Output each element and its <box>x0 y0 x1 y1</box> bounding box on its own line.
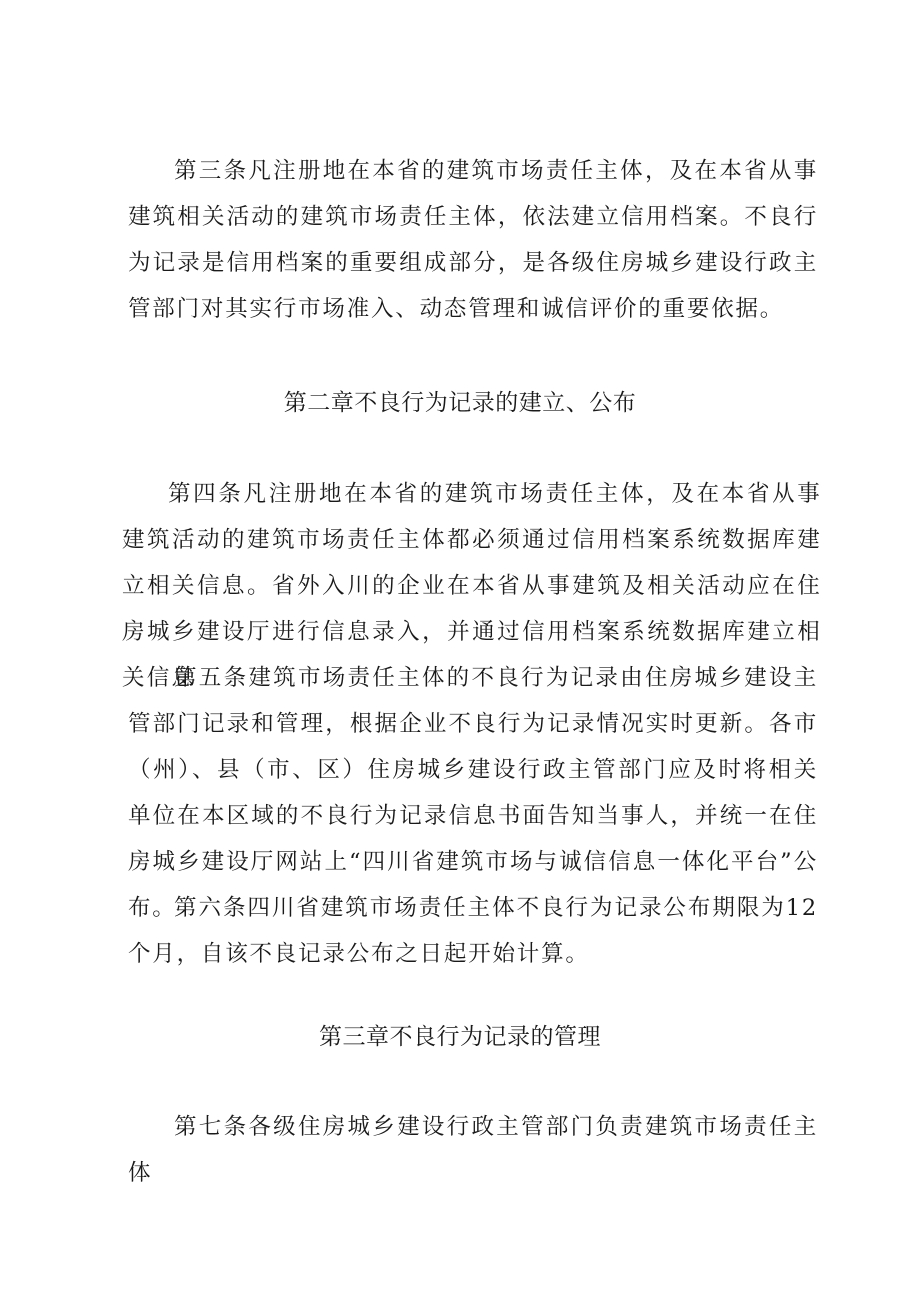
article-5-paragraph: 第五条建筑市场责任主体的不良行为记录由住房城乡建设主管部门记录和管理，根据企业不良行为记录情况实时更新。各市（州）、县（市、区）住房城乡建设行政主管部门应及时将相关单位在本区域的不良行为记录信息书面告知当事人，并统一在住房城乡建设厅网站上“四川省建筑市场与诚信信息一体化平台”公布。 <box>128 665 818 921</box>
article-6-paragraph: 第六条四川省建筑市场责任主体不良行为记录公布期限为12个月，自该不良记录公布之日起开始计算。 <box>128 895 818 967</box>
chapter-2-heading: 第二章不良行为记录的建立、公布 <box>283 390 637 416</box>
article-4-paragraph: 第四条凡注册地在本省的建筑市场责任主体，及在本省从事建筑活动的建筑市场责任主体都必须通过信用档案系统数据库建立相关信息。省外入川的企业在本省从事建筑及相关活动应在住房城乡建设厅进行信息录入，并通过信用档案系统数据库建立相关信息 <box>122 481 822 691</box>
article-3-paragraph: 第三条凡注册地在本省的建筑市场责任主体，及在本省从事建筑相关活动的建筑市场责任主体，依法建立信用档案。不良行为记录是信用档案的重要组成部分，是各级住房城乡建设行政主管部门对其实行市场准入、动态管理和诚信评价的重要依据。 <box>128 158 818 322</box>
article-7-paragraph: 第七条各级住房城乡建设行政主管部门负责建筑市场责任主体 <box>128 1114 818 1186</box>
chapter-3-heading: 第三章不良行为记录的管理 <box>319 1024 601 1050</box>
